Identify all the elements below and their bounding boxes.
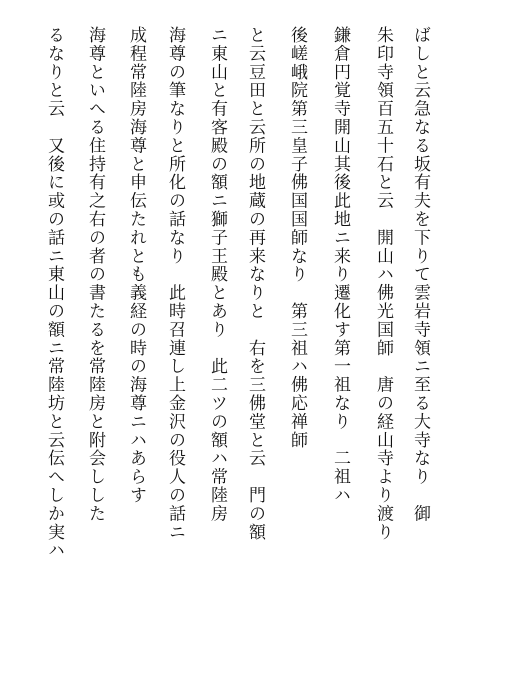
text-column-1: ばしと云急なる坂有夫を下りて雲岩寺領ニ至る大寺なり 御 xyxy=(410,26,430,523)
text-column-9: 海尊といへる住持有之右の者の書たるを常陸房と附会しした xyxy=(85,26,105,523)
text-column-2: 朱印寺領百五十石と云 開山ハ佛光国師 唐の経山寺より渡り xyxy=(373,26,393,542)
text-column-7: 海尊の筆なりと所化の話なり 此時召連し上金沢の役人の話ニ xyxy=(165,26,185,542)
text-column-4: 後嵯峨院第三皇子佛国国師なり 第三祖ハ佛応禅師 xyxy=(287,26,307,450)
text-column-10: るなりと云 又後に或の話ニ東山の額ニ常陸坊と云伝へしか実ハ xyxy=(44,26,64,560)
text-column-3: 鎌倉円覚寺開山其後此地ニ来り遷化す第一祖なり 二祖ハ xyxy=(330,26,350,505)
text-column-8: 成程常陸房海尊と申伝たれとも義経の時の海尊ニハあらす xyxy=(126,26,146,505)
text-column-6: ニ東山と有客殿の額ニ獅子王殿とあり 此二ツの額ハ常陸房 xyxy=(207,26,227,523)
text-column-5: と云豆田と云所の地蔵の再来なりと 右を三佛堂と云 門の額 xyxy=(245,26,265,542)
